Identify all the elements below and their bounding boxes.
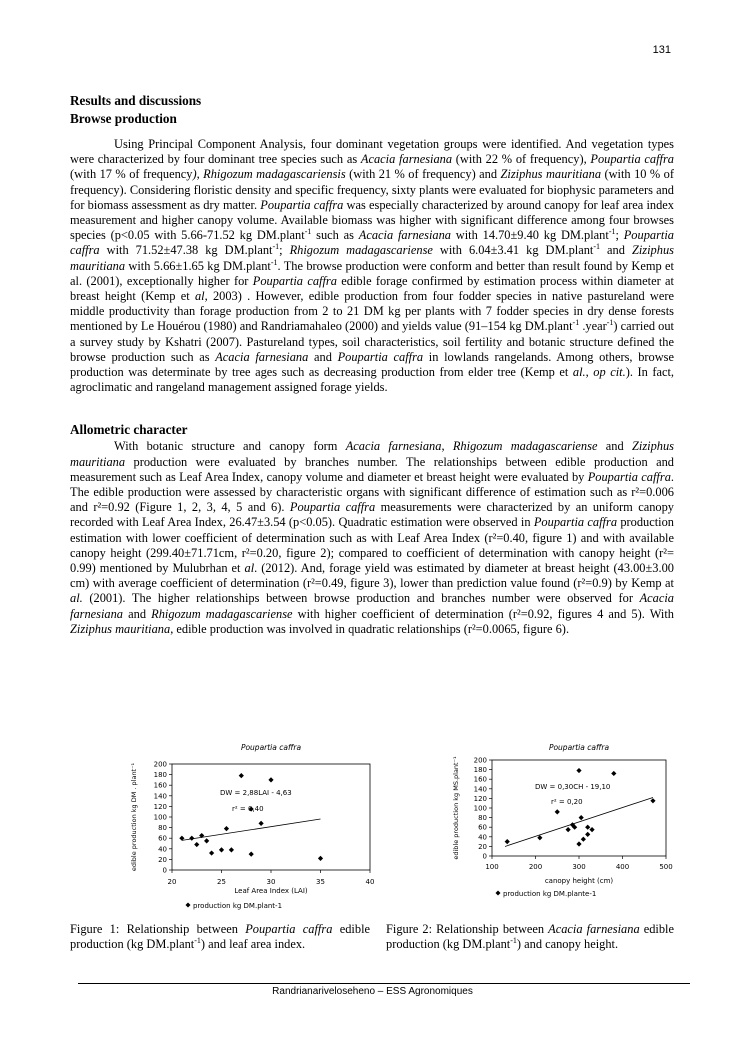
italic-text: al,: [194, 289, 208, 304]
main-content: [70, 92, 674, 637]
superscript: -1: [608, 227, 616, 237]
data-point: [209, 850, 214, 855]
data-point: [581, 837, 586, 842]
y-tick-label: 200: [473, 756, 487, 765]
italic-text: al: [244, 561, 255, 576]
r-squared-label: r² = 0,20: [551, 798, 583, 806]
text-run: in lowlands rangelands. Among others, browse production was determinate by tree ages such as decreasing production from elder tree (Kemp et: [70, 349, 674, 380]
x-tick-label: 35: [316, 878, 325, 886]
data-point: [650, 798, 655, 803]
italic-text: Poupartia caffra: [587, 469, 671, 484]
text-run: and: [123, 606, 152, 621]
superscript: -1: [572, 318, 580, 328]
text-run: with 14.70±9.40 kg DM.plant: [451, 228, 609, 243]
text-run: ,: [585, 365, 594, 380]
text-run: .year: [579, 319, 607, 334]
y-tick-label: 120: [153, 802, 167, 811]
data-point: [585, 832, 590, 837]
italic-text: Poupartia caffra: [289, 500, 376, 515]
text-run: , edible production was involved in quadratic relationships (r²=0.0065, figure 6).: [170, 621, 570, 636]
section-heading-allometric: Allometric character: [70, 422, 188, 438]
chart-title: Poupartia caffra: [548, 743, 610, 752]
superscript: -1: [304, 227, 312, 237]
figures-row: [70, 738, 674, 918]
x-tick-label: 200: [528, 863, 543, 871]
italic-text: Ziziphus mauritiana: [70, 621, 171, 636]
superscript: -1: [272, 242, 280, 252]
italic-text: ), Rhigozum madagascariensis: [192, 167, 346, 182]
text-run: Using Principal Component Analysis, four dominant vegetation groups were identified. And vegetation types were characterized by four dominant tree species such as: [70, 137, 674, 167]
italic-text: Acacia farnesiana: [360, 152, 453, 167]
y-tick-label: 80: [478, 814, 487, 823]
data-point: [189, 836, 194, 841]
regression-equation: DW = 0,30CH - 19,10: [535, 783, 611, 791]
y-tick-label: 40: [158, 845, 167, 854]
superscript: -1: [194, 936, 201, 946]
r-squared-label: r² = 0,40: [232, 805, 264, 813]
legend-marker: [186, 903, 191, 908]
italic-text: Poupartia caffra: [590, 152, 674, 167]
text-run: (2001). The higher relationships between browse production and branches number were observed for: [82, 591, 640, 606]
italic-text: Poupartia caffra: [245, 922, 333, 936]
legend-label: production kg DM.plant-1: [193, 902, 283, 910]
data-point: [318, 856, 323, 861]
data-point: [259, 821, 264, 826]
italic-text: Acacia farnesiana: [215, 349, 309, 364]
y-tick-label: 20: [158, 855, 167, 864]
y-tick-label: 0: [162, 866, 167, 875]
superscript: -1: [593, 242, 601, 252]
italic-text: Acacia farnesiana: [358, 228, 451, 243]
x-tick-label: 100: [485, 863, 499, 871]
data-point: [576, 841, 581, 846]
page-number: 131: [652, 44, 671, 56]
text-run: edible production (kg DM.plant: [386, 922, 674, 952]
data-point: [224, 826, 229, 831]
text-run: ). In fact, agroclimatic and rangeland management assigned forage yields.: [70, 365, 674, 395]
text-run: such as: [311, 228, 359, 243]
y-tick-label: 160: [153, 781, 167, 790]
text-run: . (2012). And, forage yield was estimated by diameter at breast height (43.00±3.00 cm) with average coefficient of determination (r²=0.49, figure 3), lower than prediction value found (r²=0.9) by Kemp at: [70, 561, 674, 591]
x-tick-label: 25: [217, 878, 226, 886]
italic-text: Rhigozum madagascariense: [151, 606, 293, 621]
text-run: Figure 2: Relationship between: [386, 922, 549, 936]
text-run: measurements were characterized by an uniform canopy recorded with Leaf Area Index, 26.47±3.54 (p<0.05). Quadratic estimation were observed in: [70, 500, 674, 530]
text-run: was especially characterized by around canopy for leaf area index measurement and higher canopy volume. Available biomass was higher with significant difference among four browses species (p<0.05 with 5.66-71.52 kg DM.plant: [70, 197, 674, 243]
x-tick-label: 400: [615, 863, 630, 871]
section-heading-results: Results and discussions: [70, 93, 202, 108]
figure-1-svg: [128, 738, 378, 918]
y-axis-label: edible production kg DM . plant⁻¹: [130, 762, 138, 872]
text-run: production were evaluated by branches number. The relationships between edible production and measurement such as Leaf Area Index, canopy volume and diameter et breast height were evaluated by: [70, 454, 674, 484]
x-tick-label: 300: [572, 863, 586, 871]
text-run: with higher coefficient of determination (r²=0.92, figures 4 and 5). With: [292, 606, 674, 621]
data-point: [566, 827, 571, 832]
text-run: (with 17 % of frequency: [70, 167, 193, 182]
text-run: With botanic structure and canopy form: [114, 439, 346, 454]
italic-text: Rhigozum madagascariense: [452, 439, 598, 454]
text-run: . The edible production were assessed by characteristic organs with significant difference of estimation such as r²=0.006 and r²=0.92 (Figure 1, 2, 3, 4, 5 and 6).: [70, 469, 674, 515]
text-run: and: [597, 439, 632, 454]
y-tick-label: 60: [478, 823, 487, 832]
paragraph-allometric: [70, 439, 674, 637]
page-footer: Randrianariveloseheno – ESS Agronomiques: [272, 986, 473, 997]
text-run: ) and canopy height.: [516, 937, 619, 952]
data-point: [194, 842, 199, 847]
legend-marker: [496, 891, 501, 896]
y-tick-label: 120: [473, 794, 487, 803]
text-run: with 71.52±47.38 kg DM.plant: [99, 243, 273, 258]
data-point: [579, 815, 584, 820]
chart-title: Poupartia caffra: [240, 743, 302, 752]
y-tick-label: 60: [158, 834, 167, 843]
data-point: [219, 847, 224, 852]
italic-text: op cit.: [593, 365, 626, 380]
y-tick-label: 80: [158, 824, 167, 833]
superscript: -1: [510, 936, 517, 946]
text-run: ;: [279, 243, 290, 258]
superscript: -1: [606, 318, 614, 328]
italic-text: Acacia farnesiana: [548, 922, 640, 936]
subsection-heading-browse: Browse production: [70, 111, 177, 126]
text-run: (with 22 % of frequency),: [452, 152, 591, 167]
text-run: (with 10 % of frequency). Considering floristic density and specific frequency, sixty plants were evaluated for biophysic parameters and for biomass assessment as dry matter.: [70, 167, 674, 212]
italic-text: Acacia farnesiana: [70, 591, 674, 621]
text-run: 2003) . However, edible production from four fodder species in native pastureland were middle productivity than forage production from 2 to 21 DM kg per plants with 7 fodder species in dry dense forests mentioned by Le Houérou (1980) and Randriamahaleo (2000) and yields value (91–154 kg DM.plant: [70, 289, 674, 334]
paragraph-browse-production: [70, 137, 674, 395]
trend-line: [182, 819, 321, 840]
italic-text: Poupartia caffra: [337, 349, 424, 364]
x-axis-label: Leaf Area Index (LAI): [234, 887, 308, 895]
data-point: [239, 773, 244, 778]
text-run: edible forage confirmed by estimation process within diameter at breast height (Kemp et: [70, 273, 675, 304]
y-axis-label: edible production kg MS.plant⁻¹: [452, 756, 460, 860]
y-tick-label: 140: [473, 785, 487, 794]
italic-text: al.: [70, 591, 83, 606]
italic-text: Poupartia caffra: [252, 273, 337, 288]
legend-label: production kg DM.plante-1: [503, 890, 597, 898]
text-run: production estimation with lower coefficient of determination such as with Leaf Area Index (r²=0.40, figure 1) and with available canopy height (299.40±71.71cm, r²=0.20, figure 2); compared to coefficient of determination with canopy height (r²= 0.99) mentioned by Mulubrhan et: [70, 515, 674, 576]
y-tick-label: 40: [478, 833, 487, 842]
y-tick-label: 200: [153, 760, 167, 769]
italic-text: Ziziphus mauritiana: [500, 167, 602, 182]
y-tick-label: 180: [473, 766, 487, 775]
data-point: [268, 777, 273, 782]
data-point: [611, 771, 616, 776]
text-run: . The browse production were conform and better than result found by Kemp et al. (2001), exceptionally higher for: [70, 258, 674, 288]
figure-2-svg: [450, 738, 675, 918]
y-tick-label: 100: [153, 813, 167, 822]
x-tick-label: 30: [266, 878, 276, 886]
y-tick-label: 100: [473, 804, 487, 813]
figure-2-caption: [386, 922, 674, 952]
x-axis-label: canopy height (cm): [544, 877, 614, 885]
x-tick-label: 500: [659, 863, 673, 871]
italic-text: Poupartia caffra: [533, 515, 618, 530]
data-point: [204, 838, 209, 843]
data-point: [249, 852, 254, 857]
y-tick-label: 180: [153, 771, 167, 780]
text-run: with 5.66±1.65 kg DM.plant: [125, 258, 271, 273]
text-run: and: [308, 349, 338, 364]
italic-text: Ziziphus mauritiana: [70, 243, 674, 273]
text-run: ) and leaf area index.: [200, 937, 306, 952]
x-tick-label: 20: [167, 878, 177, 886]
italic-text: Ziziphus mauritiana: [70, 439, 674, 469]
y-tick-label: 160: [473, 775, 487, 784]
figure-2-chart: [450, 738, 675, 923]
text-run: Figure 1: Relationship between: [70, 922, 246, 936]
text-run: edible production (kg DM.plant: [70, 922, 371, 952]
italic-text: Acacia farnesiana: [345, 439, 442, 454]
regression-equation: DW = 2,88LAI - 4,63: [220, 789, 292, 797]
data-point: [585, 825, 590, 830]
italic-text: Rhigozum madagascariense: [289, 243, 433, 258]
data-point: [589, 827, 594, 832]
text-run: ;: [615, 228, 624, 243]
italic-text: Poupartia caffra: [260, 197, 344, 212]
italic-text: al.: [572, 365, 586, 380]
data-point: [229, 847, 234, 852]
data-point: [505, 839, 510, 844]
x-tick-label: 40: [365, 878, 375, 886]
figure-1-caption: [70, 922, 370, 952]
data-point: [555, 809, 560, 814]
text-run: with 6.04±3.41 kg DM.plant: [432, 243, 594, 258]
text-run: ,: [441, 439, 453, 454]
y-tick-label: 0: [482, 852, 487, 861]
footer-divider: [78, 983, 690, 984]
text-run: and: [600, 243, 632, 258]
figure-1-chart: [128, 738, 378, 923]
text-run: ) carried out a survey study by Kshatri (2007). Pastureland types, soil characteristics, soil fertility and botanic structure defined the browse production such as: [70, 319, 674, 364]
data-point: [576, 768, 581, 773]
superscript: -1: [270, 257, 278, 267]
y-tick-label: 140: [153, 792, 167, 801]
italic-text: Poupartia caffra: [70, 228, 674, 258]
y-tick-label: 20: [478, 842, 487, 851]
text-run: (with 21 % of frequency) and: [345, 167, 501, 182]
